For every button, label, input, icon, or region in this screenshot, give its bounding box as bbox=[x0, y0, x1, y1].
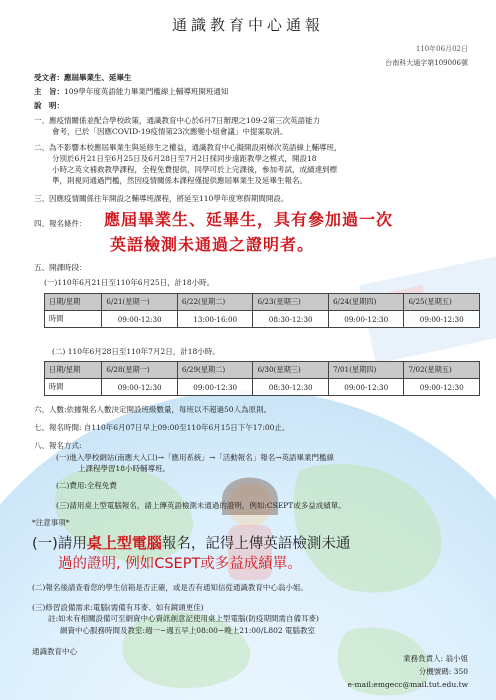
item-8-1-line-2: 上課程學習18小時輔導班。 bbox=[78, 464, 171, 473]
schedule-cell: 08:30-12:30 bbox=[253, 311, 329, 328]
note-3-line-2: 註:如未有相關設備可至網資中心資訊創意記使用桌上型電腦(防疫期間需自備耳麥) bbox=[48, 614, 319, 623]
contact-email: e-mail:emgecc@mail.tut.edu.tw bbox=[347, 680, 468, 689]
note-1-line-1 bbox=[32, 533, 350, 554]
subject-row bbox=[34, 86, 228, 97]
contact-block bbox=[348, 652, 468, 691]
note-1-suffix: 報名，記得上傳英語檢測未通 bbox=[161, 536, 351, 552]
schedule-cell: 09:00-12:30 bbox=[404, 311, 480, 328]
subject-label: 主 旨： bbox=[34, 87, 64, 96]
item-2-line-3: 小時之英文補救教學課程，全程免費提供，同學可於上完課後，參加考試，成績達到標 bbox=[52, 165, 337, 174]
document-number: 台南科大通字第109006號 bbox=[385, 59, 468, 67]
schedule-cell: 13:00-16:00 bbox=[177, 311, 253, 328]
item-2-line-4: 準，則視同通過門檻，然因疫情關係本課程僅提供應屆畢業生及延畢生報名。 bbox=[52, 176, 307, 185]
item-2-line-2: 分別於6月21日至6月25日及6月28日至7月2日採同步遠距教學之模式，開設18 bbox=[52, 154, 317, 163]
note-3-line-3: 網資中心服務時間及教室:週一~週五早上08:00~晚上21:00/L802 電腦教室 bbox=[60, 626, 316, 635]
schedule-cell: 日期/星期 bbox=[45, 294, 102, 311]
schedule-cell: 6/29(星期二) bbox=[177, 362, 253, 379]
contact-extension: 分機號碼: 350 bbox=[418, 667, 468, 676]
issue-date: 110年06月02日 bbox=[415, 45, 468, 53]
schedule-cell: 6/24(星期四) bbox=[328, 294, 404, 311]
schedule-cell: 09:00-12:30 bbox=[102, 379, 178, 396]
item-1-line-2: 會考，已於「因應COVID-19疫情第23次應變小組會議」中提案取消。 bbox=[52, 127, 288, 136]
item-4-requirement-line-2: 英語檢測未通過之證明者。 bbox=[110, 235, 315, 254]
schedule-cell: 09:00-12:30 bbox=[177, 379, 253, 396]
recipient: 受文者：應屆畢業生、延畢生 bbox=[34, 73, 132, 82]
item-3: 三、因應疫情關係往年開設之輔導班課程，將延至110學年度寒假期間開設。 bbox=[34, 194, 289, 203]
schedule-1-table bbox=[44, 293, 480, 328]
item-4-label: 四、報名條件： bbox=[34, 219, 87, 228]
schedule-1-title: (一)110年6月21日至110年6月25日，計18小時。 bbox=[44, 278, 215, 287]
schedule-cell: 日期/星期 bbox=[45, 362, 102, 379]
schedule-2-title: (二) 110年6月28日至110年7月2日，計18小時。 bbox=[52, 347, 220, 356]
schedule-cell: 時間 bbox=[45, 311, 102, 328]
note-1-line-2: 過的證明, 例如CSEPT或多益成績單。 bbox=[58, 556, 302, 572]
schedule-cell: 6/28(星期一) bbox=[102, 362, 178, 379]
schedule-2-time-row bbox=[45, 379, 480, 396]
schedule-cell: 08:30-12:30 bbox=[253, 379, 329, 396]
schedule-cell: 09:00-12:30 bbox=[328, 311, 404, 328]
contact-name: 業務負責人: 翁小姐 bbox=[403, 654, 468, 663]
schedule-cell: 6/30(星期三) bbox=[253, 362, 329, 379]
issuer: 通識教育中心 bbox=[32, 647, 77, 656]
schedule-cell: 09:00-12:30 bbox=[328, 379, 404, 396]
schedule-cell: 時間 bbox=[45, 379, 102, 396]
schedule-1-time-row bbox=[45, 311, 480, 328]
note-2: (二)報名後請查看您的學生信箱是否正確，或是否有通知信從通識教育中心翁小姐。 bbox=[32, 583, 308, 592]
notes-label: *注意事項* bbox=[32, 518, 70, 527]
schedule-1-header-row bbox=[45, 294, 480, 311]
schedule-cell: 6/23(星期三) bbox=[253, 294, 329, 311]
item-6: 六、人數:依據報名人數決定開設班級數量，每班以不超過50人為原則。 bbox=[34, 405, 272, 414]
item-2-line-1: 二、為不影響本校應屆畢業生與延修生之權益，通識教育中心擬開設兩梯次英語線上輔導班， bbox=[34, 143, 342, 152]
item-8-2: (二)費用:全程免費 bbox=[56, 481, 117, 490]
schedule-cell: 09:00-12:30 bbox=[102, 311, 178, 328]
item-1-line-1: 一、應疫情關係並配合學校政策，通識教育中心於6月7日辦理之109-2第三次英語能力 bbox=[34, 116, 321, 125]
item-8-label: 八、報名方式: bbox=[34, 441, 82, 450]
note-3-line-1: (三)修習設備需求:電腦(需備有耳麥、如有鏡頭更佳) bbox=[32, 603, 204, 612]
item-5: 五、開課時段： bbox=[34, 263, 87, 272]
schedule-cell: 09:00-12:30 bbox=[404, 379, 480, 396]
schedule-cell: 6/22(星期二) bbox=[177, 294, 253, 311]
schedule-cell: 7/02(星期五) bbox=[404, 362, 480, 379]
schedule-cell: 6/25(星期五) bbox=[404, 294, 480, 311]
item-8-3: (三)請用桌上型電腦報名，請上傳英語檢測未通過的證明，例如:CSEPT或多益成績單。 bbox=[56, 501, 346, 510]
explain-label: 說 明： bbox=[34, 101, 64, 110]
page-title: 通識教育中心通報 bbox=[171, 16, 324, 34]
item-8-1-line-1: (一)進入學校網站(南應大入口)→「應用系統」→「活動報名」報名→英語畢業門檻線 bbox=[56, 453, 335, 462]
schedule-cell: 6/21(星期一) bbox=[102, 294, 178, 311]
schedule-cell: 7/01(星期四) bbox=[328, 362, 404, 379]
item-7: 七、報名時間: 自110年6月07日早上09:00至110年6月15日下午17:00止。 bbox=[34, 423, 290, 432]
schedule-2-header-row bbox=[45, 362, 480, 379]
item-4-requirement-line-1: 應屆畢業生、延畢生，具有參加過一次 bbox=[104, 210, 394, 229]
subject-text: 109學年度英語能力畢業門檻線上輔導班開班通知 bbox=[64, 87, 229, 96]
schedule-2-table bbox=[44, 361, 480, 396]
note-1-prefix: (一)請用 bbox=[32, 536, 87, 552]
note-1-highlight: 桌上型電腦 bbox=[86, 534, 162, 552]
